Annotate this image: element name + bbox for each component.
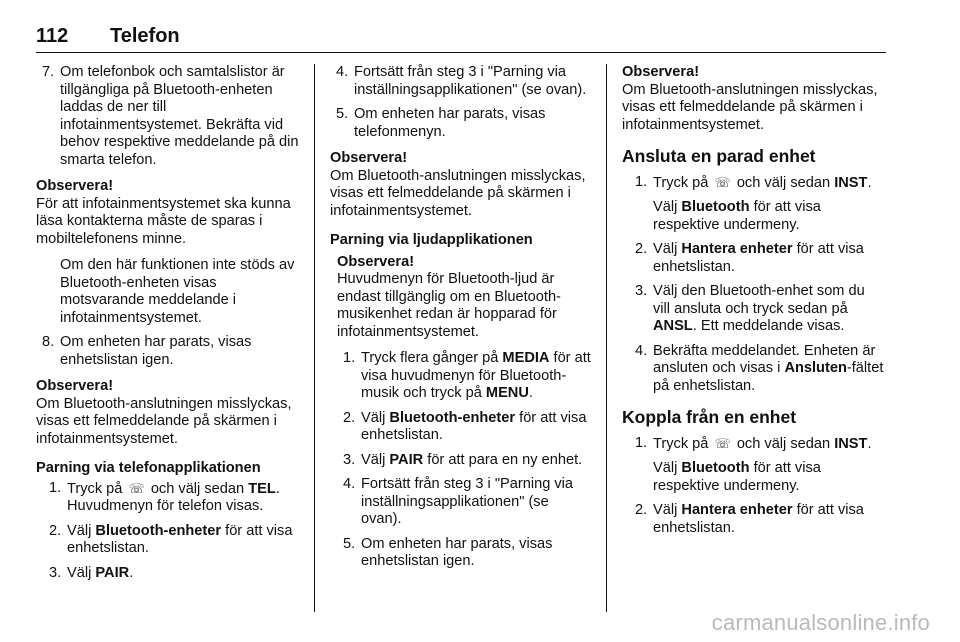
- list-item: 1. Tryck flera gånger på MEDIA för att visa huvudmenyn för Bluetooth-musik och tryck på MENU.: [343, 350, 591, 401]
- list-item: 2. Välj Hantera enheter för att visa enhetslistan.: [635, 502, 864, 536]
- step-list: [330, 254, 592, 571]
- list-item: 2. Välj Bluetooth-enheter för att visa enhetslistan.: [49, 522, 293, 556]
- column-2: [330, 64, 592, 578]
- page-header: [36, 22, 886, 53]
- watermark: carmanualsonline.info: [711, 610, 930, 635]
- phone-settings-icon: ☏: [714, 435, 731, 451]
- column-divider: [606, 64, 607, 612]
- list-item: 3. Välj PAIR.: [49, 564, 134, 581]
- list-item: 1. Tryck på ☏ och välj sedan INST.: [635, 434, 872, 452]
- chapter-title: Telefon: [110, 25, 180, 47]
- list-item: 2. Välj Bluetooth-enheter för att visa enhetslistan.: [343, 409, 587, 443]
- note-text: Huvudmenyn för Bluetooth-ljud är endast tillgänglig om en Bluetooth-musikenhet redan är hopparad för infotainmentsystemet.: [337, 271, 561, 340]
- phone-settings-icon: ☏: [128, 480, 145, 496]
- note-heading: Observera!: [622, 64, 700, 80]
- list-item: 3. Välj den Bluetooth-enhet som du vill ansluta och tryck sedan på ANSL. Ett meddelande visas.: [635, 283, 865, 334]
- column-divider: [314, 64, 315, 612]
- note-text: För att infotainmentsystemet ska kunna läsa kontakterna måste de sparas i mobiltelefonens minne.: [36, 195, 291, 247]
- paragraph: Om den här funktionen inte stöds av Bluetooth-enheten visas motsvarande meddelande i infotainmentsystemet.: [60, 257, 295, 326]
- note-text: Om Bluetooth-anslutningen misslyckas, visas ett felmeddelande på skärmen i infotainmentsystemet.: [36, 395, 292, 447]
- note-heading: Observera!: [337, 253, 415, 270]
- column-1: [36, 64, 304, 589]
- sub-heading: Parning via telefonapplikationen: [36, 460, 261, 476]
- step-list: [622, 435, 884, 538]
- list-item: 4. Fortsätt från steg 3 i "Parning via inställningsapplikationen" (se ovan).: [343, 476, 574, 527]
- list-item: 7. Om telefonbok och samtalslistor är tillgängliga på Bluetooth-enheten laddas de ner till infotainmentsystemet. Bekräfta vid behov respektive meddelande på din smarta telefon.: [42, 64, 299, 168]
- list-item: 5. Om enheten har parats, visas enhetslistan igen.: [343, 535, 553, 569]
- list-item: 1. Tryck på ☏ och välj sedan INST.: [635, 173, 872, 191]
- list-item: 5. Om enheten har parats, visas telefonmenyn.: [336, 106, 546, 140]
- section-heading: Ansluta en parad enhet: [622, 146, 816, 166]
- section-heading: Koppla från en enhet: [622, 407, 797, 427]
- note-heading: Observera!: [330, 150, 408, 166]
- page-number: 112: [36, 25, 69, 47]
- note-text: Om Bluetooth-anslutningen misslyckas, visas ett felmeddelande på skärmen i infotainmentsystemet.: [622, 81, 878, 133]
- paragraph: Välj Bluetooth för att visa respektive undermeny.: [653, 199, 821, 233]
- list-item: 3. Välj PAIR för att para en ny enhet.: [343, 451, 583, 468]
- list-item: 4. Bekräfta meddelandet. Enheten är ansluten och visas i Ansluten-fältet på enhetslistan.: [635, 342, 884, 394]
- step-list: [36, 480, 304, 583]
- column-3: [622, 64, 884, 544]
- sub-heading: Parning via ljudapplikationen: [330, 232, 533, 248]
- note-heading: Observera!: [36, 178, 114, 194]
- list-item: 2. Välj Hantera enheter för att visa enhetslistan.: [635, 241, 864, 275]
- list-item: 4. Fortsätt från steg 3 i "Parning via inställningsapplikationen" (se ovan).: [336, 64, 587, 98]
- list-item: 8. Om enheten har parats, visas enhetslistan igen.: [42, 334, 252, 368]
- phone-settings-icon: ☏: [714, 174, 731, 190]
- list-item: 1. Tryck på ☏ och välj sedan TEL. Huvudmenyn för telefon visas.: [49, 479, 280, 514]
- note-text: Om Bluetooth-anslutningen misslyckas, visas ett felmeddelande på skärmen i infotainmentsystemet.: [330, 167, 586, 219]
- paragraph: Välj Bluetooth för att visa respektive undermeny.: [653, 460, 821, 494]
- note-heading: Observera!: [36, 378, 114, 394]
- step-list: [622, 174, 884, 396]
